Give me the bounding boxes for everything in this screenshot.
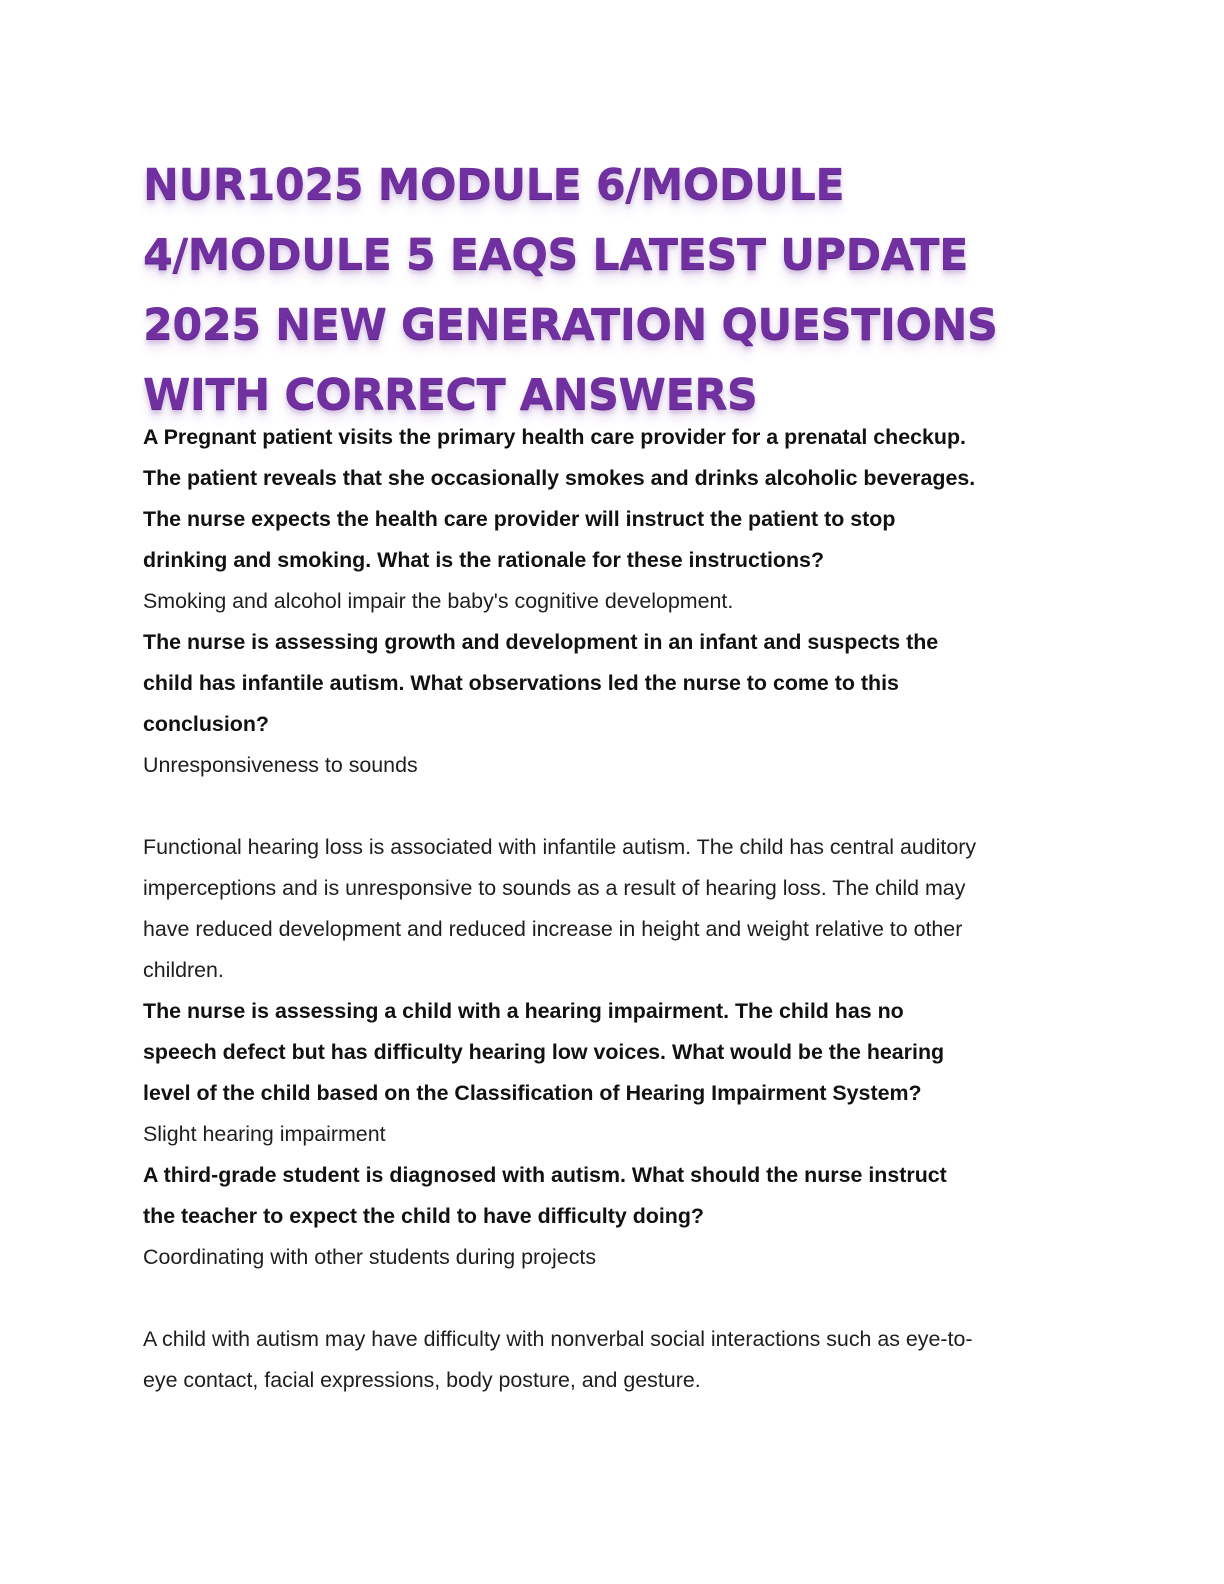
question-line: The nurse is assessing a child with a hearing impairment. The child has no xyxy=(143,999,904,1023)
rationale-line: children. xyxy=(143,958,224,982)
rationale-line: eye contact, facial expressions, body posture, and gesture. xyxy=(143,1368,701,1392)
answer-line: Coordinating with other students during projects xyxy=(143,1245,597,1269)
question-line: The nurse expects the health care provider will instruct the patient to stop xyxy=(143,507,896,531)
rationale-line: imperceptions and is unresponsive to sounds as a result of hearing loss. The child may xyxy=(143,876,966,900)
question-line: speech defect but has difficulty hearing low voices. What would be the hearing xyxy=(143,1040,945,1064)
rationale-line: have reduced development and reduced increase in height and weight relative to other xyxy=(143,917,963,941)
answer-3 xyxy=(143,1114,1083,1155)
question-line: The nurse is assessing growth and development in an infant and suspects the xyxy=(143,630,939,654)
title-line: 2025 NEW GENERATION QUESTIONS xyxy=(143,300,998,350)
answer-line: Smoking and alcohol impair the baby's cognitive development. xyxy=(143,589,734,613)
question-4 xyxy=(143,1155,1083,1237)
question-line: A Pregnant patient visits the primary health care provider for a prenatal checkup. xyxy=(143,425,966,449)
rationale-line: A child with autism may have difficulty with nonverbal social interactions such as eye-to- xyxy=(143,1327,973,1351)
question-line: drinking and smoking. What is the rationale for these instructions? xyxy=(143,548,825,572)
answer-4 xyxy=(143,1237,1083,1401)
question-3 xyxy=(143,991,1083,1114)
question-line: the teacher to expect the child to have difficulty doing? xyxy=(143,1204,704,1228)
qa-content xyxy=(143,417,1083,1401)
blank-line xyxy=(143,1278,1083,1319)
question-line: child has infantile autism. What observations led the nurse to come to this xyxy=(143,671,899,695)
answer-line: Unresponsiveness to sounds xyxy=(143,753,418,777)
question-line: conclusion? xyxy=(143,712,269,736)
document-title xyxy=(143,150,1083,430)
blank-line xyxy=(143,786,1083,827)
question-2 xyxy=(143,622,1083,745)
title-line: NUR1025 MODULE 6/MODULE xyxy=(143,160,845,210)
question-line: The patient reveals that she occasionally smokes and drinks alcoholic beverages. xyxy=(143,466,976,490)
answer-1 xyxy=(143,581,1083,622)
question-line: A third-grade student is diagnosed with autism. What should the nurse instruct xyxy=(143,1163,947,1187)
question-1 xyxy=(143,417,1083,581)
rationale-line: Functional hearing loss is associated with infantile autism. The child has central auditory xyxy=(143,835,977,859)
title-line: WITH CORRECT ANSWERS xyxy=(143,370,758,420)
title-line: 4/MODULE 5 EAQS LATEST UPDATE xyxy=(143,230,968,280)
question-line: level of the child based on the Classification of Hearing Impairment System? xyxy=(143,1081,922,1105)
answer-line: Slight hearing impairment xyxy=(143,1122,386,1146)
answer-2 xyxy=(143,745,1083,991)
